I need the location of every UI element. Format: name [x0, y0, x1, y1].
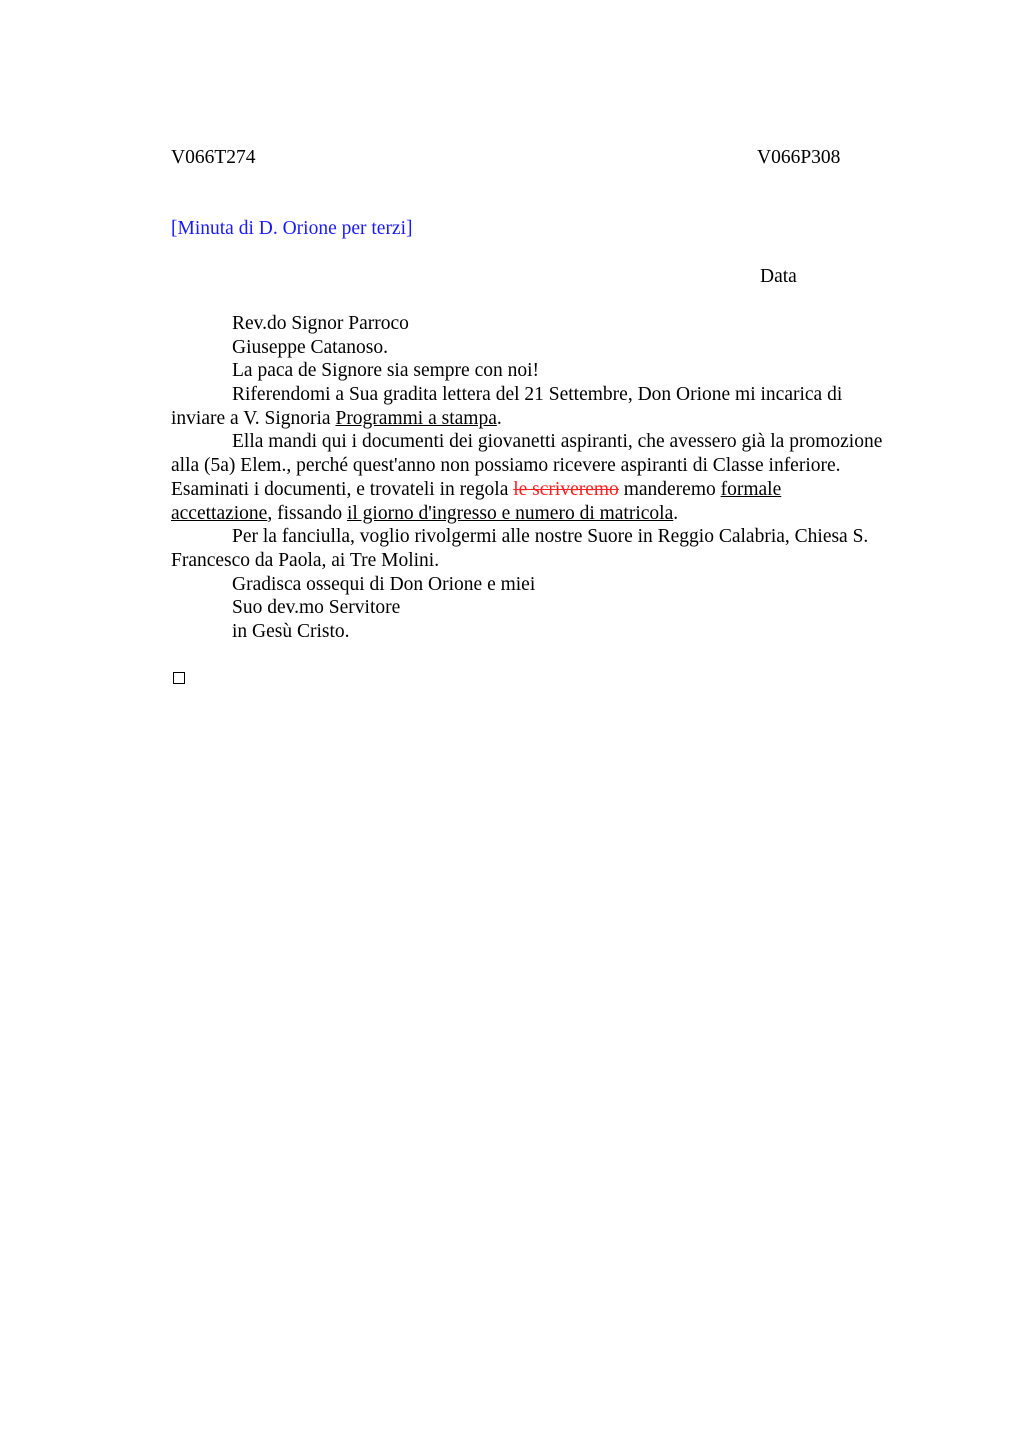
- paragraph-1-line-1: Riferendomi a Sua gradita lettera del 21 Settembre, Don Orione mi incarica di: [232, 384, 843, 406]
- salutation-line-1: Rev.do Signor Parroco: [232, 313, 409, 334]
- underlined-text: formale: [720, 478, 782, 500]
- text-segment: Esaminati i documenti, e trovateli in regola: [171, 478, 514, 500]
- editorial-note: [Minuta di D. Orione per terzi]: [171, 218, 413, 239]
- salutation-line-2: Giuseppe Catanoso.: [232, 336, 388, 358]
- greeting-line: La paca de Signore sia sempre con noi!: [232, 360, 540, 382]
- paragraph-1-line-2: [171, 407, 931, 431]
- date-label: Data: [760, 266, 797, 287]
- text-segment: , fissando: [267, 502, 347, 524]
- paragraph-3-line-2: Francesco da Paola, ai Tre Molini.: [171, 549, 440, 571]
- closing-line-2: Suo dev.mo Servitore: [232, 597, 401, 619]
- text-segment: manderemo: [618, 478, 721, 500]
- paragraph-2-line-1: Ella mandi qui i documenti dei giovanetti aspiranti, che avessero già la promozione: [232, 431, 883, 453]
- closing-line-3: in Gesù Cristo.: [232, 620, 350, 642]
- empty-checkbox-icon: [173, 672, 185, 684]
- underlined-text: accettazione: [171, 502, 268, 524]
- underlined-text: il giorno d'ingresso e numero di matricola: [346, 502, 674, 524]
- underlined-text: Programmi a stampa: [335, 407, 497, 429]
- deleted-text: le scriveremo: [513, 478, 619, 500]
- paragraph-2-line-2: alla (5a) Elem., perché quest'anno non possiamo ricevere aspiranti di Classe inferiore.: [171, 455, 841, 477]
- text-segment: .: [496, 407, 502, 429]
- letter-body: [171, 312, 931, 644]
- document-code-left: V066T274: [171, 147, 256, 168]
- closing-line-1: Gradisca ossequi di Don Orione e miei: [232, 573, 536, 595]
- text-segment: inviare a V. Signoria: [171, 407, 336, 429]
- paragraph-3-line-1: Per la fanciulla, voglio rivolgermi alle nostre Suore in Reggio Calabria, Chiesa S.: [232, 526, 869, 548]
- paragraph-2-line-3: [171, 478, 931, 502]
- text-segment: .: [673, 502, 679, 524]
- paragraph-2-line-4: [171, 502, 931, 526]
- document-code-right: V066P308: [757, 147, 841, 168]
